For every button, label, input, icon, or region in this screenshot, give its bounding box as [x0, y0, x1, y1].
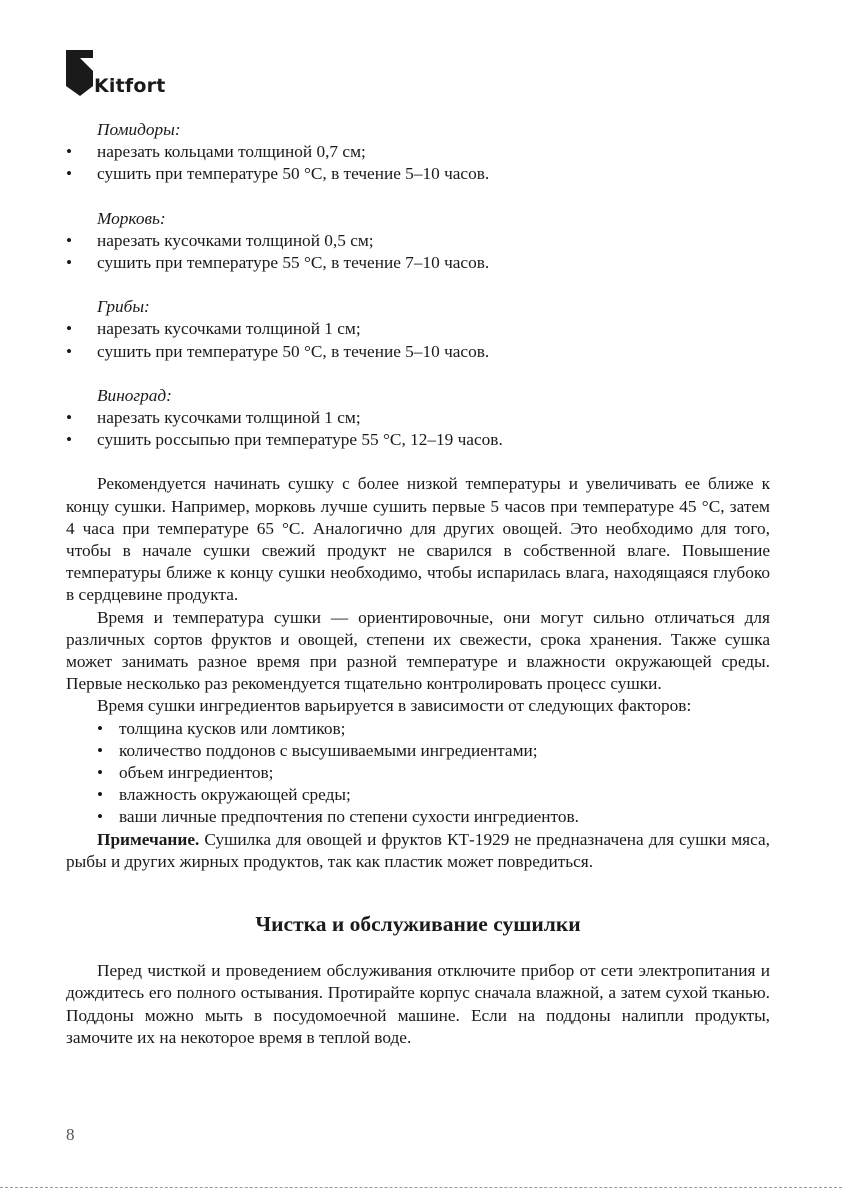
paragraph-temperature: Рекомендуется начинать сушку с более низкой температуры и увеличивать ее ближе к концу сушки. Например, морковь лучше сушить первые 5 часов при температуре 45 °С, затем 4 часа при температуре 65 °С. Аналогично для других овощей. Это необходимо для того, чтобы в начале сушки свежий продукт не сварился в собственной влаге. Повышение температуры ближе к концу сушки необходимо, чтобы испарилась влага, находящаяся глубоко в сердцевине продукта. — [66, 474, 770, 605]
section-title: Виноград: — [97, 385, 172, 405]
list-item: • нарезать кусочками толщиной 0,5 см; — [66, 230, 770, 252]
note-text: Сушилка для овощей и фруктов КТ-1929 не предназначена для сушки мяса, рыбы и других жирных продуктов, так как пластик может повредиться. — [66, 829, 770, 871]
cleaning-paragraph: Перед чисткой и проведением обслуживания отключите прибор от сети электропитания и дождитесь его полного остывания. Протирайте корпус сначала влажной, а затем сухой тканью. Поддоны можно мыть в посудомоечной машине. Если на поддоны налипли продукты, замочите их на некоторое время в теплой воде. — [66, 961, 770, 1047]
section-tomatoes — [66, 119, 770, 186]
list-item: • нарезать кусочками толщиной 1 см; — [66, 407, 770, 429]
section-title: Морковь: — [97, 208, 166, 228]
note-paragraph — [66, 829, 770, 873]
paragraph-time: Время и температура сушки — ориентировочные, они могут сильно отличаться для различных сортов фруктов и овощей, степени их свежести, срока хранения. Также сушка может занимать разное время при разной температуре и влажности окружающей среды. Первые несколько раз рекомендуется тщательно контролировать процесс сушки. — [66, 607, 770, 694]
factors-list — [66, 718, 770, 829]
paragraph-factors: Время сушки ингредиентов варьируется в зависимости от следующих факторов: — [97, 696, 692, 716]
list-item: • толщина кусков или ломтиков; — [66, 718, 770, 740]
list-item: • ваши личные предпочтения по степени сухости ингредиентов. — [66, 806, 770, 828]
kitfort-shield-icon — [66, 50, 94, 96]
list-item: • сушить при температуре 50 °С, в течение 5–10 часов. — [66, 341, 770, 363]
list-item: • нарезать кусочками толщиной 1 см; — [66, 318, 770, 340]
list-item: • объем ингредиентов; — [66, 762, 770, 784]
section-title: Грибы: — [97, 297, 150, 317]
brand-logo — [66, 50, 186, 100]
bottom-divider — [0, 1187, 842, 1188]
brand-name: Kitfort — [94, 75, 166, 97]
section-mushrooms — [66, 296, 770, 363]
list-item: • нарезать кольцами толщиной 0,7 см; — [66, 141, 770, 163]
list-item: • сушить при температуре 50 °С, в течение 5–10 часов. — [66, 163, 770, 185]
cleaning-heading: Чистка и обслуживание сушилки — [255, 912, 581, 937]
section-title: Помидоры: — [97, 120, 181, 139]
list-item: • количество поддонов с высушиваемыми ингредиентами; — [66, 740, 770, 762]
list-item: • сушить при температуре 55 °С, в течение 7–10 часов. — [66, 252, 770, 274]
page-content — [66, 119, 770, 1049]
section-carrot — [66, 208, 770, 275]
section-grapes — [66, 385, 770, 452]
note-label: Примечание. — [97, 829, 200, 849]
list-item: • влажность окружающей среды; — [66, 784, 770, 806]
list-item: • сушить россыпью при температуре 55 °С, 12–19 часов. — [66, 429, 770, 451]
page-number: 8 — [66, 1125, 75, 1144]
